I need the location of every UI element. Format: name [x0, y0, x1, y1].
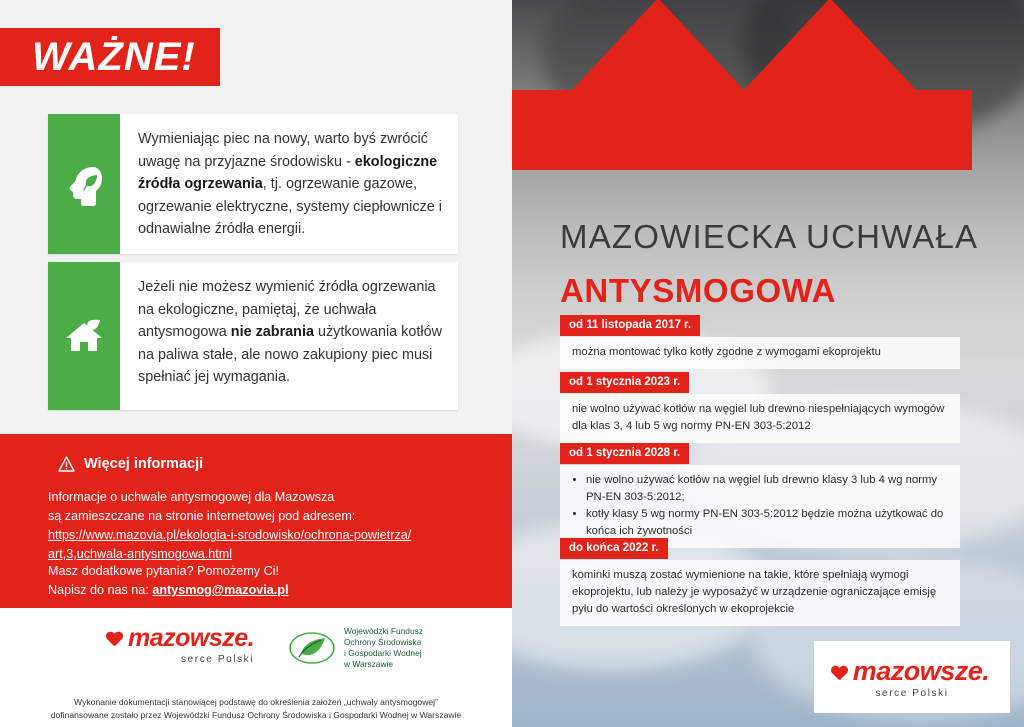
- important-banner-label: WAŻNE!: [32, 35, 196, 79]
- mazowsze-logo-tagline: serce Polski: [181, 654, 255, 665]
- mazovia-link-line-2[interactable]: art,3,uchwala-antysmogowa.html: [48, 547, 233, 561]
- wfos-line-1: Wojewódzki Fundusz: [344, 626, 423, 636]
- timeline-text-2: nie wolno używać kotłów na węgiel lub drewno niespełniających wymogów dla klas 3, 4 lub 5 wg normy PN-EN 303-5:2012: [572, 403, 945, 432]
- wfos-line-3: i Gospodarki Wodnej: [344, 648, 422, 658]
- logo-strip: [0, 608, 512, 727]
- mazowsze-badge-wordmark: [835, 656, 990, 687]
- footnote-line-1: Wykonanie dokumentacji stanowiącej podstawę do określenia założeń „uchwały antysmogowej”: [74, 697, 438, 707]
- wfos-leaf-icon: [288, 627, 336, 669]
- wfos-logo-text: [344, 626, 423, 670]
- contact-mail-line: [48, 581, 288, 600]
- timeline-body-4: [560, 560, 960, 626]
- timeline-tag-3: od 1 stycznia 2028 r.: [560, 443, 689, 464]
- timeline-text-1: można montować tylko kotły zgodne z wymogami ekoprojektu: [572, 346, 881, 358]
- mazowsze-logo-wordmark: [110, 624, 254, 653]
- wfos-line-4: w Warszawie: [344, 659, 394, 669]
- more-information-heading: [58, 456, 203, 472]
- more-information-title: Więcej informacji: [84, 456, 204, 472]
- hero-title-line-1: MAZOWIECKA UCHWAŁA: [560, 218, 979, 255]
- info-card-2-text: Jeżeli nie możesz wymienić źródła ogrzewania na ekologiczne, pamiętaj, że uchwała antysmogowa nie zabrania użytkowania kotłów na paliwa stałe, ale nowo zakupiony piec musi spełniać jej wymagania.: [138, 279, 442, 385]
- head-leaf-icon: [48, 114, 120, 254]
- contact-email-link[interactable]: antysmog@mazovia.pl: [152, 583, 289, 597]
- info-card-ecological-sources: [48, 114, 458, 254]
- wfos-line-2: Ochrony Środowiska: [344, 637, 422, 647]
- more-information-block: [0, 434, 512, 608]
- contact-question: Masz dodatkowe pytania? Pomożemy Ci!: [48, 564, 279, 578]
- timeline-body-1: [560, 337, 960, 369]
- timeline-body-3: [560, 465, 960, 548]
- footnote: [0, 696, 512, 722]
- timeline-tag-1: od 11 listopada 2017 r.: [560, 315, 700, 336]
- mazovia-link-line-1[interactable]: https://www.mazovia.pl/ekologia-i-srodowisko/ochrona-powietrza/: [48, 528, 412, 542]
- mazowsze-logo: [110, 624, 254, 665]
- red-zigzag-graphic: [512, 0, 1024, 200]
- info-card-solid-fuel-rules: [48, 262, 458, 410]
- wfos-logo: [288, 626, 423, 670]
- mazowsze-logo-text: mazowsze.: [128, 624, 255, 652]
- mazowsze-badge-text: mazowsze.: [852, 655, 990, 686]
- more-info-line-1: Informacje o uchwale antysmogowej dla Mazowsza: [48, 490, 335, 504]
- heart-icon: [110, 631, 127, 648]
- mazowsze-badge: [814, 641, 1010, 713]
- mazowsze-badge-tagline: serce Polski: [875, 687, 949, 699]
- warning-triangle-icon: [58, 456, 75, 472]
- timeline-bullet-3-2: • kotły klasy 5 wg normy PN-EN 303-5:2012 będzie można użytkować do końca ich żywotności: [586, 506, 948, 540]
- timeline-tag-4: do końca 2022 r.: [560, 538, 668, 559]
- footnote-line-2: dofinansowane zostało przez Wojewódzki Fundusz Ochrony Środowiska i Gospodarki Wodnej w Warszawie: [50, 710, 462, 720]
- contact-block: [48, 562, 288, 600]
- timeline-body-2: [560, 394, 960, 443]
- info-card-1-text: Wymieniając piec na nowy, warto byś zwrócić uwagę na przyjazne środowisku - ekologiczne źródła ogrzewania, tj. ogrzewanie gazowe, ogrzewanie elektryczne, systemy ciepłownicze i odnawialne źródła energii.: [138, 131, 442, 237]
- timeline-tag-2: od 1 stycznia 2023 r.: [560, 372, 689, 393]
- timeline-bullet-3-1: • nie wolno używać kotłów na węgiel lub drewno klasy 3 lub 4 wg normy PN-EN 303-5:2012;: [586, 472, 948, 506]
- contact-mail-prefix: Napisz do nas na:: [48, 583, 153, 597]
- more-info-line-2: są zamieszczane na stronie internetowej pod adresem:: [48, 509, 356, 523]
- more-information-body: [48, 488, 468, 564]
- timeline-text-4: kominki muszą zostać wymienione na takie, które spełniają wymogi ekoprojektu, lub należy je wyposażyć w urządzenie ograniczające emisję pyłu do wartości określonych w ekoprojekcie: [572, 569, 937, 615]
- right-panel: [512, 0, 1024, 727]
- house-leaf-icon: [48, 262, 120, 410]
- hero-title-line-2: ANTYSMOGOWA: [560, 272, 837, 309]
- heart-icon: [835, 665, 852, 682]
